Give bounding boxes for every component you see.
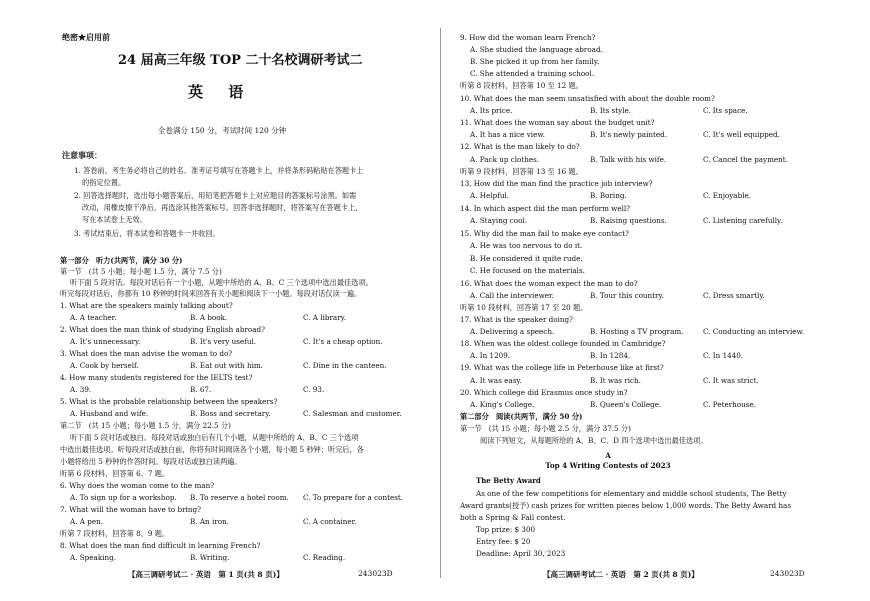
option-c: C. Its space.: [703, 106, 748, 115]
option-b: B. Writing.: [190, 553, 230, 562]
section2-instruction: 听下面 5 段对话或独白。每段对话或独白后有几个小题，从题中所给的 A、B、C 三个选项: [70, 433, 359, 442]
question-13: 13. How did the man find the practice job interview?: [460, 179, 653, 188]
question-3: 3. What does the man advise the woman to do?: [60, 349, 233, 358]
option-a: A. Pack up clothes.: [470, 155, 540, 164]
question-12: 12. What is the man likely to do?: [460, 142, 580, 151]
subject-title: 英 语: [188, 83, 254, 101]
option-c: C. Enjoyable.: [703, 191, 752, 200]
confidential-mark: 绝密★启用前: [62, 32, 110, 42]
question-5: 5. What is the probable relationship between the speakers?: [60, 397, 278, 406]
option-a: A. Delivering a speech.: [470, 327, 555, 336]
option-c: C. To prepare for a contest.: [303, 493, 404, 502]
reading-instruction: 阅读下列短文，从每题所给的 A、B、C、D 四个选项中选出最佳选项。: [480, 436, 708, 445]
question-4: 4. How many students registered for the IELTS test?: [60, 373, 253, 382]
option-a: A. It has a nice view.: [470, 130, 545, 139]
notice-heading: 注意事项：: [62, 150, 102, 160]
material-heading: 听第 8 段材料，回答第 10 至 12 题。: [460, 81, 583, 90]
notice-line: 写在本试卷上无效。: [82, 215, 147, 224]
page-footer: [543, 569, 699, 580]
column-divider: [440, 28, 441, 578]
option-b: B. Boss and secretary.: [190, 409, 271, 418]
option-c: C. Conducting an interview.: [703, 327, 805, 336]
footer-code: 243023D: [358, 569, 393, 578]
option-b: B. It was rich.: [590, 376, 641, 385]
question-18: 18. When was the oldest college founded in Cambridge?: [460, 339, 666, 348]
option-c: C. Cancel the payment.: [703, 155, 788, 164]
part1-heading: 第一部分 听力(共两节，满分 30 分): [60, 256, 183, 265]
option-b: B. In 1284.: [590, 351, 631, 360]
option-b: B. A book.: [190, 313, 228, 322]
option-b: B. Boring.: [590, 191, 627, 200]
page-footer: [128, 569, 284, 580]
option-c: C. Listening carefully.: [703, 216, 783, 225]
passage-letter: A: [605, 451, 611, 460]
option-b: B. An iron.: [190, 517, 229, 526]
option-b: B. Hosting a TV program.: [590, 327, 684, 336]
passage-title: Top 4 Writing Contests of 2023: [545, 461, 671, 470]
option-c: C. It's a cheap option.: [303, 337, 383, 346]
option-a: A. Speaking.: [70, 553, 116, 562]
option-a: A. She studied the language abroad.: [470, 45, 603, 54]
question-15: 15. Why did the man fail to make eye contact?: [460, 229, 630, 238]
option-b: B. To reserve a hotel room.: [190, 493, 289, 502]
question-9: 9. How did the woman learn French?: [460, 33, 596, 42]
option-a: A. To sign up for a workshop.: [70, 493, 177, 502]
question-7: 7. What will the woman have to bring?: [60, 505, 201, 514]
option-b: B. She picked it up from her family.: [470, 57, 600, 66]
question-8: 8. What does the man find difficult in learning French?: [60, 541, 261, 550]
option-a: A. A pen.: [70, 517, 104, 526]
option-c: C. A library.: [303, 313, 347, 322]
option-c: C. She attended a training school.: [470, 69, 595, 78]
option-c: C. It was strict.: [703, 376, 759, 385]
option-b: B. 67.: [190, 385, 212, 394]
question-1: 1. What are the speakers mainly talking about?: [60, 301, 233, 310]
option-a: A. Call the interviewer.: [470, 291, 554, 300]
material-heading: 听第 6 段材料，回答第 6、7 题。: [60, 469, 170, 478]
notice-line: 1. 答卷前，考生务必将自己的姓名、准考证号填写在答题卡上，并将条形码粘贴在答题卡上: [74, 166, 364, 175]
option-a: A. He was too nervous to do it.: [470, 241, 583, 250]
notice-line: 改动，用橡皮擦干净后，再选涂其他答案标号。回答非选择题时，将答案写在答题卡上，: [82, 203, 363, 212]
option-c: C. He focused on the materials.: [470, 266, 585, 275]
option-c: C. Dine in the canteen.: [303, 361, 387, 370]
question-11: 11. What does the woman say about the budget unit?: [460, 118, 655, 127]
footer-text: 【高三调研考试二 · 英语 第 2 页(共 8 页)】: [543, 570, 699, 579]
option-a: A. Helpful.: [470, 191, 510, 200]
option-a: A. Its price.: [470, 106, 513, 115]
option-c: C. Salesman and customer.: [303, 409, 402, 418]
option-a: A. King's College.: [470, 400, 535, 409]
question-17: 17. What is the speaker doing?: [460, 315, 573, 324]
option-b: B. Talk with his wife.: [590, 155, 667, 164]
option-a: A. It's unnecessary.: [70, 337, 141, 346]
option-b: B. Eat out with him.: [190, 361, 263, 370]
question-16: 16. What does the woman expect the man to do?: [460, 279, 638, 288]
option-b: B. Its style.: [590, 106, 632, 115]
question-20: 20. Which college did Erasmus once study in?: [460, 388, 628, 397]
option-a: A. It was easy.: [470, 376, 522, 385]
option-b: B. Tour this country.: [590, 291, 664, 300]
material-heading: 听第 7 段材料，回答第 8、9 题。: [60, 529, 170, 538]
section2-instruction: 中选出最佳选项。听每段对话或独白前，你将有时间阅读各个小题，每小题 5 秒钟；听完后，各: [60, 445, 364, 454]
option-b: B. It's newly painted.: [590, 130, 668, 139]
notice-line: 的指定位置。: [82, 178, 126, 187]
deadline: Deadline: April 30, 2023: [476, 549, 566, 558]
section2-heading: 第二节 (共 15 小题；每小题 1.5 分，满分 22.5 分): [60, 421, 231, 430]
left-column: [58, 0, 428, 601]
passage-line: As one of the few competitions for elementary and middle school students, The Betty: [476, 489, 787, 498]
option-a: A. Husband and wife.: [70, 409, 149, 418]
exam-info: 全卷满分 150 分，考试时间 120 分钟: [158, 126, 287, 135]
question-10: 10. What does the man seem unsatisfied with about the double room?: [460, 94, 715, 103]
material-heading: 听第 10 段材料，回答第 17 至 20 题。: [460, 303, 588, 312]
footer-text: 【高三调研考试二 · 英语 第 1 页(共 8 页)】: [128, 570, 284, 579]
section1-heading: 第一节 (共 5 小题；每小题 1.5 分，满分 7.5 分): [60, 267, 222, 276]
option-a: A. Cook by herself.: [70, 361, 139, 370]
question-14: 14. In which aspect did the man perform well?: [460, 204, 631, 213]
reading-section1-heading: 第一节 (共 15 小题；每小题 2.5 分，满分 37.5 分): [460, 424, 631, 433]
award-name: The Betty Award: [476, 476, 541, 485]
option-b: B. Queen's College.: [590, 400, 662, 409]
option-c: C. Reading.: [303, 553, 346, 562]
option-b: B. He considered it quite rude.: [470, 254, 583, 263]
part2-heading: 第二部分 阅读(共两节，满分 50 分): [460, 412, 583, 421]
notice-line: 2. 回答选择题时，选出每小题答案后，用铅笔把答题卡上对应题目的答案标号涂黑。如需: [74, 191, 357, 200]
option-c: C. Dress smartly.: [703, 291, 765, 300]
section2-instruction: 小题将给出 5 秒钟的作答时间。每段对话或独白读两遍。: [60, 457, 242, 466]
entry-fee: Entry fee: $ 20: [476, 537, 531, 546]
option-c: C. In 1440.: [703, 351, 744, 360]
question-6: 6. Why does the woman come to the man?: [60, 481, 215, 490]
notice-line: 3. 考试结束后，将本试卷和答题卡一并收回。: [74, 229, 220, 238]
option-c: C. A container.: [303, 517, 357, 526]
question-19: 19. What was the college life in Peterhouse like at first?: [460, 363, 664, 372]
option-c: C. 93.: [303, 385, 325, 394]
material-heading: 听第 9 段材料，回答第 13 至 16 题。: [460, 167, 583, 176]
option-c: C. Peterhouse.: [703, 400, 756, 409]
passage-line: both a Spring & Fall contest.: [460, 513, 566, 522]
option-c: C. It's well equipped.: [703, 130, 780, 139]
passage-line: Award grants(授予) cash prizes for written pieces below 1,000 words. The Betty Award has: [460, 501, 792, 510]
option-a: A. In 1209.: [470, 351, 511, 360]
option-b: B. Raising questions.: [590, 216, 667, 225]
footer-code: 243023D: [770, 569, 805, 578]
section1-instruction: 听下面 5 段对话。每段对话后有一个小题，从题中所给的 A、B、C 三个选项中选出最佳选项。: [70, 278, 373, 287]
exam-title: 24 届高三年级 TOP 二十名校调研考试二: [118, 53, 363, 68]
option-a: A. A teacher.: [70, 313, 117, 322]
option-b: B. It's very useful.: [190, 337, 257, 346]
option-a: A. Staying cool.: [470, 216, 527, 225]
option-a: A. 39.: [70, 385, 92, 394]
section1-instruction: 听完每段对话后，你都有 10 秒钟的时间来回答有关小题和阅读下一小题。每段对话仅读一遍。: [60, 289, 362, 298]
question-2: 2. What does the man think of studying English abroad?: [60, 325, 265, 334]
top-prize: Top prize: $ 300: [476, 525, 536, 534]
right-column: [458, 0, 818, 601]
